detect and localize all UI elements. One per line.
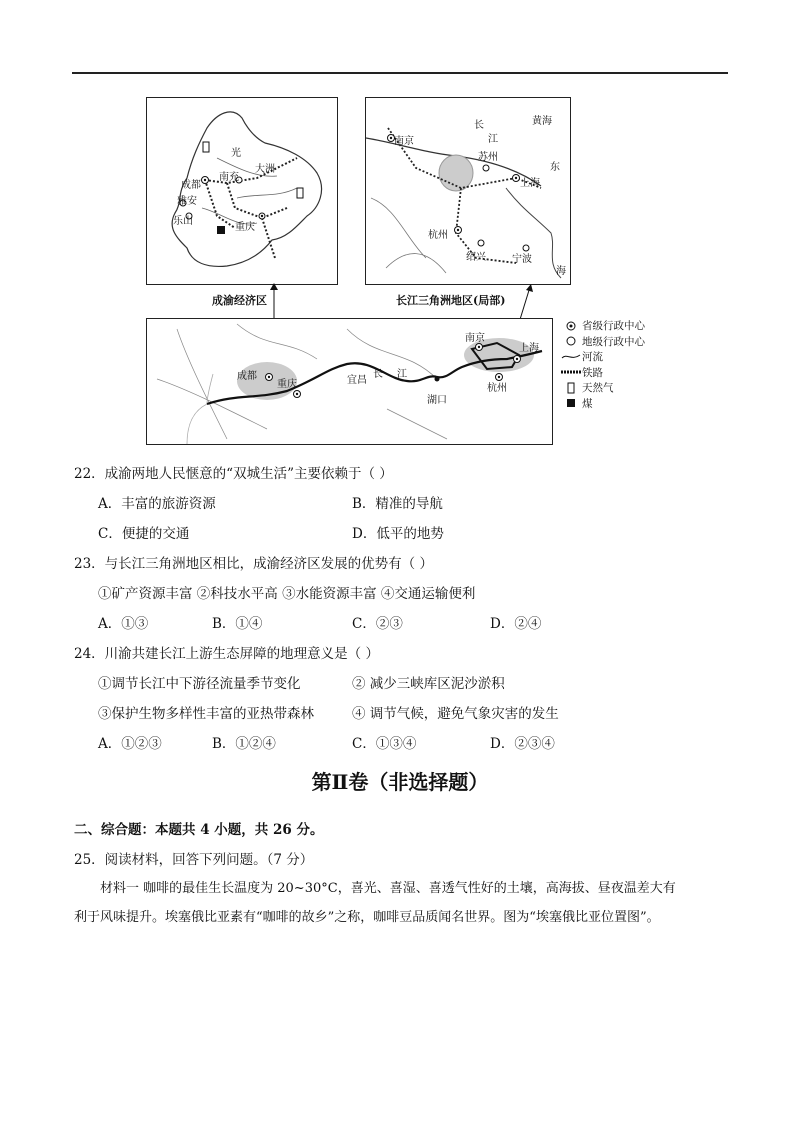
question-23-stem: 23．与长江三角洲地区相比，成渝经济区发展的优势有（ ） [74,556,433,572]
map2-label: 绍兴 [466,252,486,263]
provincial-capital-icon [560,320,582,332]
map2-label: 黄海 [532,116,552,127]
question-22-option-a[interactable]: A．丰富的旅游资源 [98,496,216,512]
question-22-option-c[interactable]: C．便捷的交通 [98,526,190,542]
map1-label: 大洲 [255,164,275,175]
map3-label: 长 [373,369,383,380]
question-24-stem: 24．川渝共建长江上游生态屏障的地理意义是（ ） [74,646,379,662]
question-23-option-d[interactable]: D．②④ [490,616,542,632]
map1-caption: 成渝经济区 [212,294,267,307]
map3-label: 上海 [519,343,539,354]
natural-gas-icon [560,382,582,394]
map1-label: 光 [231,148,241,159]
legend-row: 煤 [560,396,670,412]
map2-label: 东 [550,162,560,173]
legend-row: 铁路 [560,365,670,381]
map1-label: 成都 [181,180,201,191]
map3-label: 湖口 [427,395,447,406]
question-25-stem: 25．阅读材料，回答下列问题。（7 分） [74,852,314,868]
map2-label: 苏州 [478,152,498,163]
map2-label: 江 [488,134,498,145]
question-22-stem: 22．成渝两地人民惬意的“双城生活”主要依赖于（ ） [74,466,393,482]
map1-label: 重庆 [235,222,255,233]
map3-label: 杭州 [487,383,507,394]
question-23-items: ①矿产资源丰富 ②科技水平高 ③水能资源丰富 ④交通运输便利 [98,586,476,602]
river-icon [560,352,582,362]
legend-row: 河流 [560,349,670,365]
question-23-option-a[interactable]: A．①③ [98,616,149,632]
question-22-option-d[interactable]: D．低平的地势 [352,526,444,542]
question-23-option-c[interactable]: C．②③ [352,616,403,632]
yangtze-basin-map [146,318,553,445]
map1-label: 乐山 [173,216,193,227]
railway-icon [560,369,582,375]
question-22-option-b[interactable]: B．精准的导航 [352,496,443,512]
question-24-item-4: ④ 调节气候，避免气象灾害的发生 [352,706,559,722]
question-23-option-b[interactable]: B．①④ [212,616,263,632]
map-legend [560,318,670,411]
map2-caption: 长江三角洲地区(局部) [396,294,506,307]
map3-label: 南京 [465,333,485,344]
material-line-1: 材料一 咖啡的最佳生长温度为 20~30°C，喜光、喜湿、喜透气性好的土壤，高海拔、昼夜温差大有 [100,881,676,896]
map3-label: 江 [397,369,407,380]
question-24-item-3: ③保护生物多样性丰富的亚热带森林 [98,706,314,722]
map3-label: 重庆 [277,379,297,390]
map3-label: 成都 [237,371,257,382]
map2-label: 长 [474,120,484,131]
section-heading: 二、综合题：本题共 4 小题，共 26 分。 [74,822,324,838]
map3-label: 宜昌 [347,375,367,386]
question-24-option-b[interactable]: B．①②④ [212,736,276,752]
legend-row: 天然气 [560,380,670,396]
section-title: 第Ⅱ卷（非选择题） [311,770,489,794]
question-24-item-2: ② 减少三峡库区泥沙淤积 [352,676,505,692]
map2-label: 上海 [520,178,540,189]
coal-icon [560,398,582,408]
material-line-2: 利于风味提升。埃塞俄比亚素有“咖啡的故乡”之称，咖啡豆品质闻名世界。图为“埃塞俄比亚位置图”。 [74,910,660,925]
map2-label: 南京 [394,136,414,147]
map2-label: 杭州 [428,230,448,241]
map2-label: 海 [556,266,566,277]
map2-label: 宁波 [512,254,532,265]
map1-label: 南充 [219,172,239,183]
map1-label: 雅安 [177,196,197,207]
question-24-option-a[interactable]: A．①②③ [98,736,162,752]
question-24-item-1: ①调节长江中下游径流量季节变化 [98,676,301,692]
legend-row: 省级行政中心 [560,318,670,334]
question-24-option-d[interactable]: D．②③④ [490,736,555,752]
prefecture-center-icon [560,335,582,347]
question-24-option-c[interactable]: C．①③④ [352,736,417,752]
legend-row: 地级行政中心 [560,334,670,350]
